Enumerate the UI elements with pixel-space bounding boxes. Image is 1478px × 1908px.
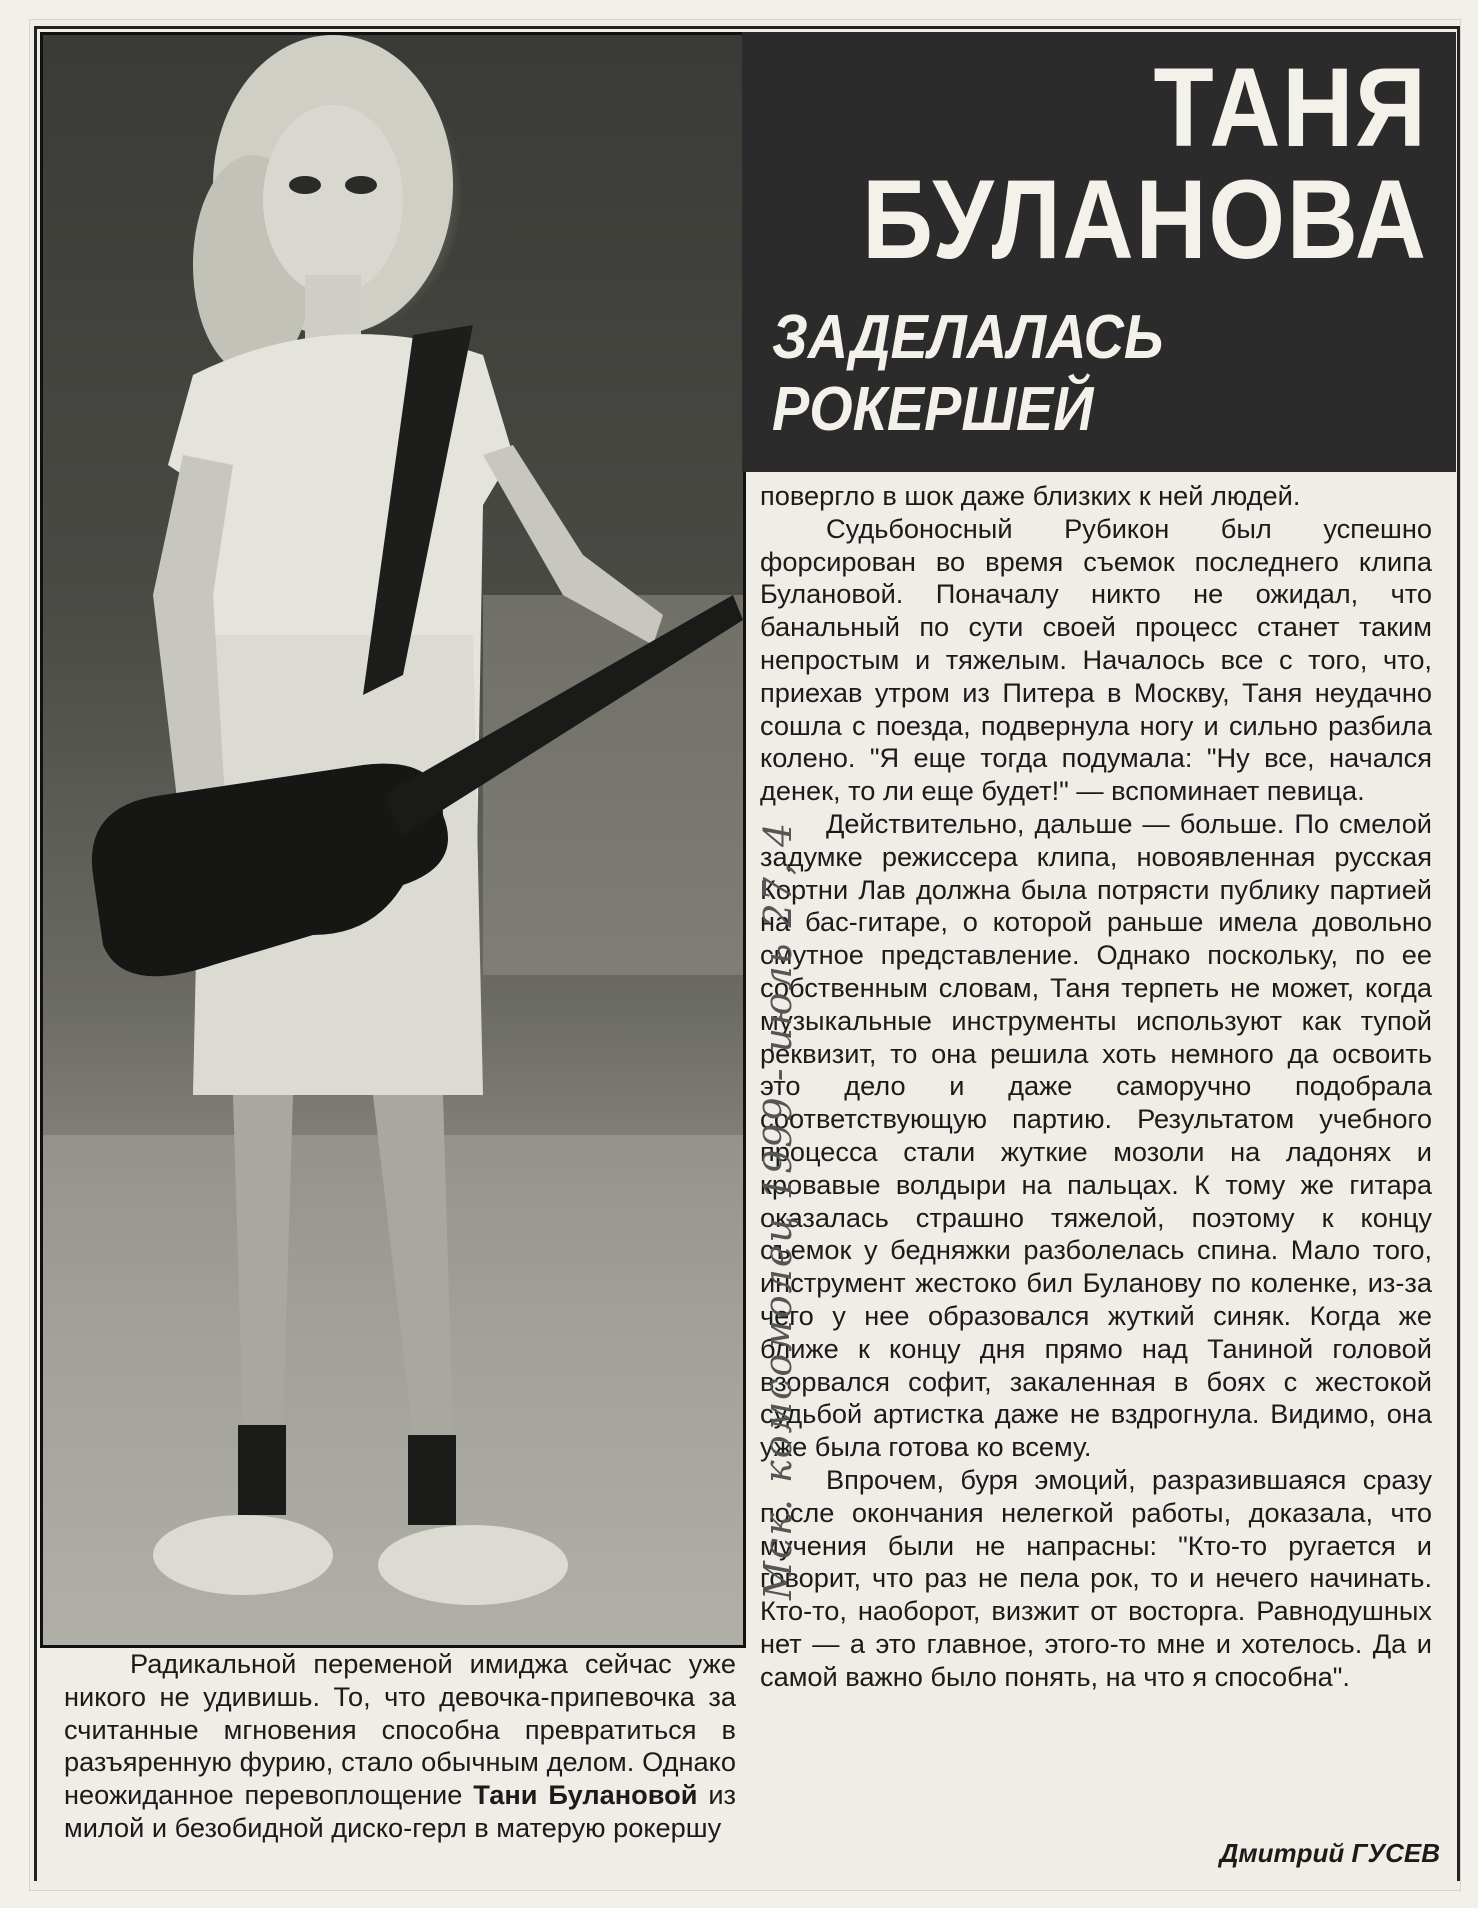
article-photo: [40, 32, 746, 1648]
headline-line-1: ТАНЯ: [1153, 45, 1428, 170]
headline-line-2: БУЛАНОВА: [862, 157, 1428, 282]
paragraph-2: Судьбоносный Рубикон был успешно форсирован во время съемок последнего клипа Булановой. Поначалу никто не ожидал, что банальный по сути своей процесс станет таким непростым и тяжелым. Началось все с того, что, приехав утром из Питера в Москву, Таня неудачно сошла с поезда, подвернула ногу и сильно разбила колено. "Я еще тогда подумала: "Ну все, начался денек, то ли еще будет!" — вспоминает певица.: [760, 512, 1432, 807]
subheadline: [772, 302, 1163, 446]
headline-block: [742, 32, 1456, 472]
headline: [862, 45, 1428, 282]
article-column-right: [760, 480, 1432, 1693]
subheadline-line-2: РОКЕРШЕЙ: [772, 375, 1094, 444]
article-column-bottom: [64, 1648, 736, 1845]
paragraph-3: Действительно, дальше — больше. По смелой задумке режиссера клипа, новоявленная русская Кортни Лав должна была потрясти публику партией на бас-гитаре, о которой раньше имела довольно смутное представление. Однако поскольку, по ее собственным словам, Таня терпеть не может, когда музыкальные инструменты используют как тупой реквизит, то она решила хоть немного да освоить это дело и даже саморучно подобрала соответствующую партию. Результатом учебного процесса стали жуткие мозоли на ладонях и кровавые волдыри на пальцах. К тому же гитара оказалась страшно тяжелой, поэтому к концу съемок у бедняжки разболелась спина. Мало того, инструмент жестоко бил Буланову по коленке, из-за чего у нее образовался жуткий синяк. Когда же ближе к концу дня прямо над Таниной головой взорвался софит, закаленная в боях с жестокой судьбой артистка даже не вздрогнула. Видимо, она уже была готова ко всему.: [760, 807, 1432, 1463]
byline: Дмитрий ГУСЕВ: [1219, 1838, 1440, 1868]
paragraph-1: [64, 1648, 736, 1845]
paragraph-4: Впрочем, буря эмоций, разразившаяся сразу после окончания нелегкой работы, доказала, что мучения были не напрасны: "Кто-то ругается и говорит, что раз не пела рок, то и нечего начинать. Кто-то, наоборот, визжит от восторга. Равнодушных нет — а это главное, этого-то мне и хотелось. Да и самой важно было понять, на что я способна".: [760, 1463, 1432, 1692]
newspaper-clipping: [30, 20, 1460, 1890]
paragraph-1-start: Радикальной переменой имиджа сейчас уже никого не удивишь. То, что девочка-припевочка за считанные мгновения способна превратиться в разъяренную фурию, стало обычным делом. Однако неожиданное перевоплощение: [64, 1648, 736, 1811]
guitarist-figure: [43, 35, 743, 1645]
paragraph-1-end: из милой и безобидной диско-герл в матерую рокершу: [64, 1779, 737, 1843]
subheadline-line-1: ЗАДЕЛАЛАСЬ: [772, 303, 1164, 372]
handwritten-note: Мск. комсомолец 1999 - июль 27, 4: [756, 820, 800, 1600]
subject-name: Тани Булановой: [473, 1779, 698, 1811]
paragraph-continued: повергло в шок даже близких к ней людей.: [760, 480, 1301, 511]
